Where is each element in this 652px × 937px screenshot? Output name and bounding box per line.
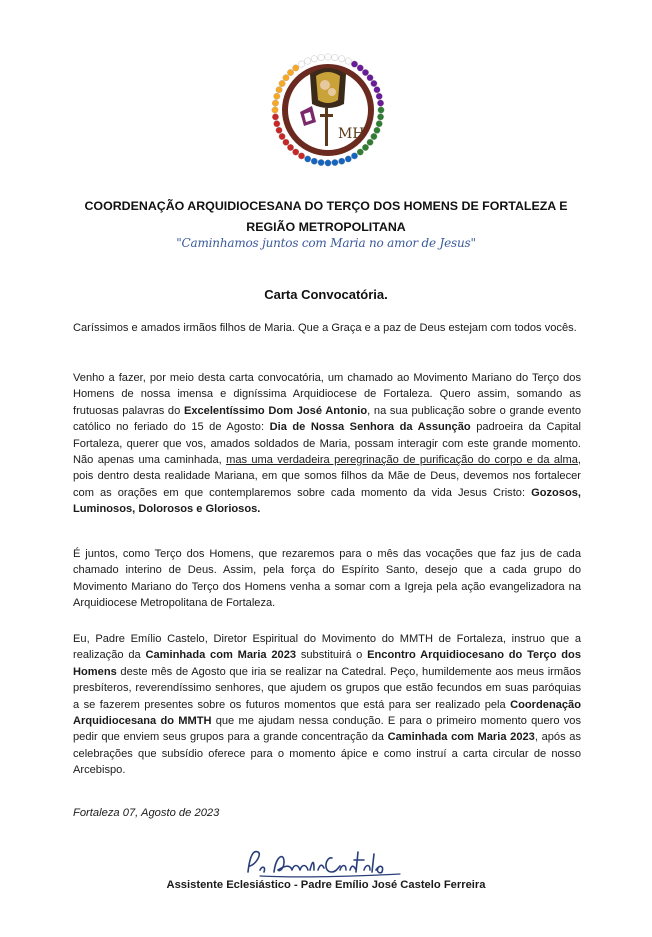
handwritten-signature <box>240 842 430 882</box>
motto: "Caminhamos juntos com Maria no amor de Jesus" <box>176 236 476 250</box>
rosary-bead <box>298 61 304 67</box>
org-title-line-1: COORDENAÇÃO ARQUIDIOCESANA DO TERÇO DOS HOMENS DE FORTALEZA E <box>84 199 568 213</box>
rosary-bead <box>357 149 363 155</box>
rosary-bead <box>371 80 377 86</box>
rosary-bead <box>305 58 311 64</box>
paragraph-greeting: Caríssimos e amados irmãos filhos de Maria. Que a Graça e a paz de Deus estejam com todos vocês. <box>73 322 577 334</box>
bold-archbishop: Excelentíssimo Dom José Antonio <box>183 404 368 417</box>
terco-dos-homens-logo <box>270 52 386 168</box>
rosary-bead <box>311 56 317 62</box>
bold-encontro: Encontro Arquidiocesano do Terço dos Homens <box>73 649 581 678</box>
rosary-bead <box>325 54 331 60</box>
rosary-bead <box>318 54 324 60</box>
paragraph-instruction: Eu, Padre Emílio Castelo, Diretor Espiritual do Movimento do MMTH de Fortaleza, instruo que a realização da Caminhada com Maria 2023 substituirá o Encontro Arquidiocesano do Terço dos Homens deste mês de Agosto que iria se realizar na Catedral. Peço, humildemente aos meus irmãos presbíteros, reverendíssimo senhores, que ajudem os grupos que estão fecundos em suas paróquias a se fazerem presentes sobre os futuros momentos que está para ser realizado pela Coordenação Arquidiocesana do MMTH que me ajudam nessa condução. E para o primeiro momento quero vos pedir que enviem seus grupos para a grande concentração da Caminhada com Maria 2023, após as celebrações que subsídio oferece para o momento ápice e como instruí a carta circular de nosso Arcebispo. <box>73 633 581 777</box>
rosary-bead <box>276 127 282 133</box>
rosary-bead <box>283 139 289 145</box>
rosary-bead <box>362 144 368 150</box>
rosary-bead <box>274 93 280 99</box>
rosary-bead <box>378 107 384 113</box>
rosary-bead <box>318 159 324 165</box>
rosary-bead <box>276 87 282 93</box>
signer-name: Assistente Eclesiástico - Padre Emílio José Castelo Ferreira <box>166 879 486 891</box>
rosary-bead <box>345 58 351 64</box>
bold-coordenacao: Coordenação Arquidiocesana do MMTH <box>73 698 581 728</box>
rosary-bead <box>376 121 382 127</box>
rosary-bead <box>339 56 345 62</box>
rosary-bead <box>351 61 357 67</box>
rosary-bead <box>283 75 289 81</box>
rosary-bead <box>371 133 377 139</box>
rosary-bead <box>351 153 357 159</box>
rosary-bead <box>279 133 285 139</box>
rosary-bead <box>357 65 363 71</box>
rosary-bead <box>376 93 382 99</box>
rosary-bead <box>272 107 278 113</box>
bold-feast-day: Dia de Nossa Senhora da Assunção <box>269 421 471 434</box>
rosary-bead <box>287 144 293 150</box>
rosary-bead <box>293 65 299 71</box>
rosary-bead <box>272 100 278 106</box>
letter-title: Carta Convocatória. <box>264 287 388 302</box>
rosary-bead <box>305 156 311 162</box>
rosary-bead <box>362 69 368 75</box>
rosary-bead <box>298 153 304 159</box>
rosary-bead <box>332 159 338 165</box>
rosary-bead <box>377 114 383 120</box>
rosary-bead <box>374 127 380 133</box>
rosary-bead <box>332 54 338 60</box>
bold-mysteries: Gozosos, Luminosos, Dolorosos e Gloriosos. <box>73 486 581 516</box>
logo-monogram: MH <box>338 126 365 142</box>
rosary-bead <box>339 158 345 164</box>
rosary-bead <box>374 87 380 93</box>
letter-date: Fortaleza 07, Agosto de 2023 <box>73 807 220 819</box>
rosary-bead <box>279 80 285 86</box>
rosary-bead <box>367 139 373 145</box>
underlined-pilgrimage: mas uma verdadeira peregrinação de purificação do corpo e da alma <box>226 454 578 467</box>
rosary-bead <box>272 114 278 120</box>
rosary-bead <box>274 121 280 127</box>
paragraph-vocations: É juntos, como Terço dos Homens, que rezaremos para o mês das vocações que faz jus de cada chamado interino de Deus. Assim, pela força do Espírito Santo, desejo que a cada grupo do Movimento Mariano do Terço dos Homens venha a somar com a Igreja pela ação evangelizadora na Arquidiocese Metropolitana de Fortaleza. <box>73 548 581 610</box>
paragraph-convocation: Venho a fazer, por meio desta carta convocatória, um chamado ao Movimento Mariano do Terço dos Homens de nossa imensa e digníssima Arquidiocese de Fortaleza. Quero assim, somando as frutuosas palavras do Excelentíssimo Dom José Antonio, na sua publicação sobre o grande evento católico no feriado do 15 de Agosto: Dia de Nossa Senhora da Assunção padroeira da Capital Fortaleza, querer que vos, amados soldados de Maria, possam interagir com este grande momento. Não apenas uma caminhada, mas uma verdadeira peregrinação de purificação do corpo e da alma, pois dentro desta realidade Mariana, em que somos filhos da Mãe de Deus, devemos nos fortalecer com as orações em que contemplaremos sobre cada momento da vida Jesus Cristo: Gozosos, Luminosos, Dolorosos e Gloriosos. <box>73 372 581 516</box>
rosary-bead <box>311 158 317 164</box>
bold-caminhada-2: Caminhada com Maria 2023 <box>387 731 535 744</box>
org-title-line-2: REGIÃO METROPOLITANA <box>246 220 406 234</box>
rosary-bead <box>325 160 331 166</box>
rosary-bead <box>377 100 383 106</box>
rosary-bead <box>345 156 351 162</box>
rosary-bead <box>293 149 299 155</box>
rosary-bead <box>287 69 293 75</box>
bold-caminhada: Caminhada com Maria 2023 <box>145 649 297 662</box>
rosary-bead <box>367 75 373 81</box>
